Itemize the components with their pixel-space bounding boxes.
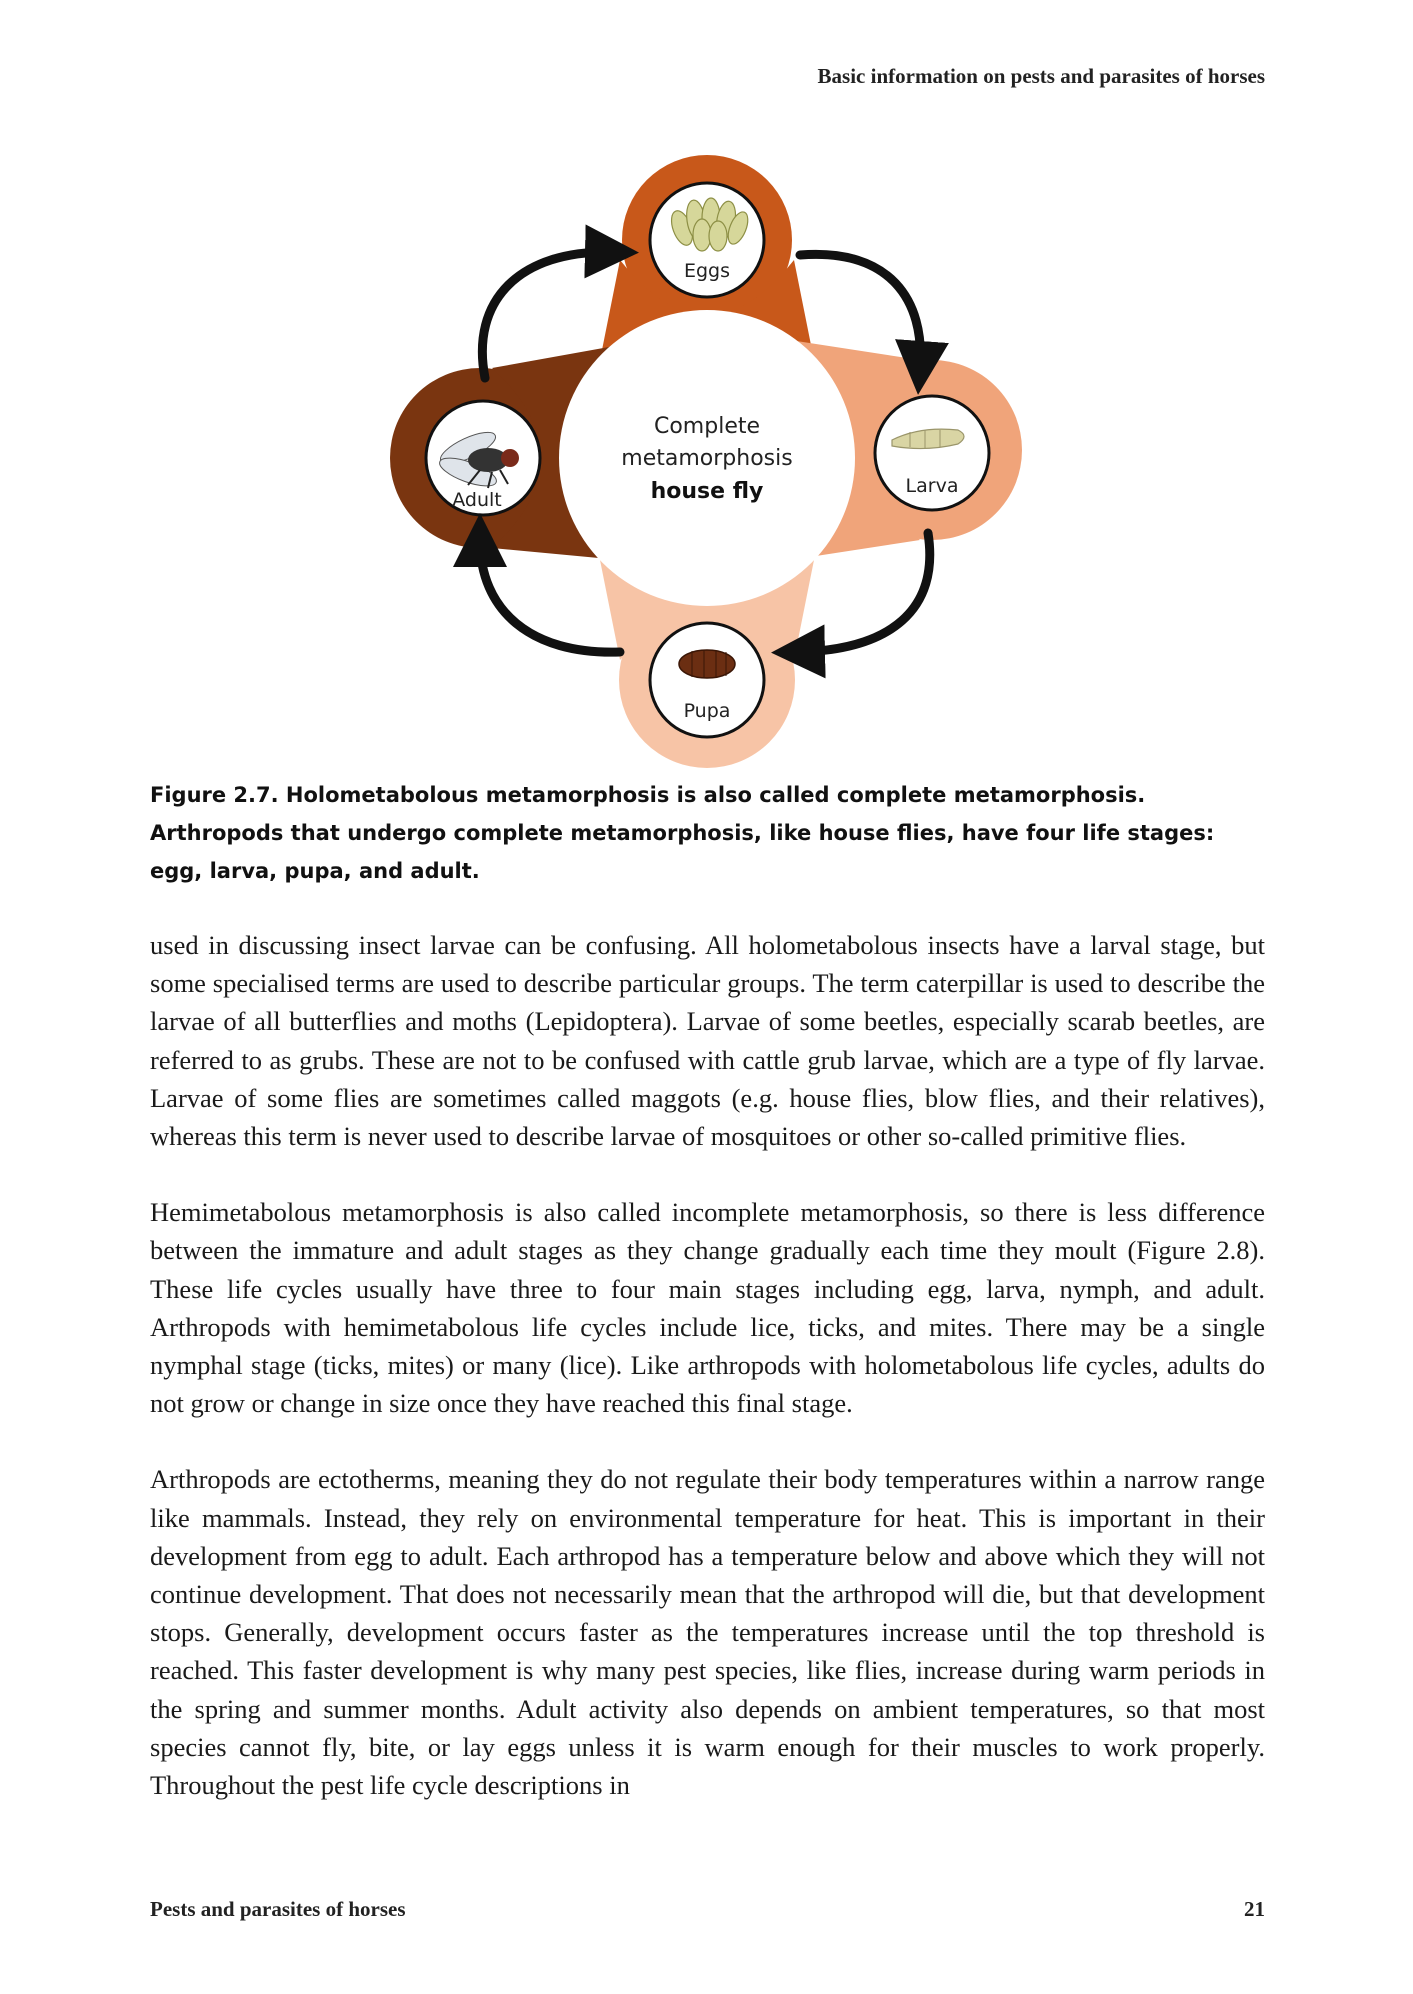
stage-label-larva: Larva xyxy=(905,475,959,497)
running-header: Basic information on pests and parasites of horses xyxy=(817,64,1265,88)
paragraph-3: Arthropods are ectotherms, meaning they do not regulate their body temperatures within a narrow range like mammals. Instead, they rely on environmental temperature for heat. This is important in their development from egg to adult. Each arthropod has a temperature below and above which they will not continue development. That does not necessarily mean that the arthropod will die, but that development stops. Generally, development occurs faster as the temperatures increase until the top threshold is reached. This faster development is why many pest species, like flies, increase during warm periods in the spring and summer months. Adult activity also depends on ambient temperatures, so that most species cannot fly, bite, or lay eggs unless it is warm enough for their muscles to work properly. Throughout the pest life cycle descriptions in xyxy=(150,1464,1265,1801)
life-cycle-diagram xyxy=(380,140,1040,780)
stage-label-eggs: Eggs xyxy=(683,260,731,282)
center-title-line2: metamorphosis xyxy=(621,446,793,471)
running-footer xyxy=(150,1897,1265,1922)
stage-label-pupa: Pupa xyxy=(683,700,731,722)
body-text xyxy=(150,926,1265,1842)
paragraph-1: used in discussing insect larvae can be confusing. All holometabolous insects have a larval stage, but some specialised terms are used to describe particular groups. The term caterpillar is used to describe the larvae of all butterflies and moths (Lepidoptera). Larvae of some beetles, especially scarab beetles, are referred to as grubs. These are not to be confused with cattle grub larvae, which are a type of fly larvae. Larvae of some flies are sometimes called maggots (e.g. house flies, blow flies, and their relatives), whereas this term is never used to describe larvae of mosquitoes or other so-called primitive flies. xyxy=(150,930,1265,1152)
footer-book-title: Pests and parasites of horses xyxy=(150,1897,406,1921)
center-title-line3: house fly xyxy=(650,479,764,504)
figure-caption: Figure 2.7. Holometabolous metamorphosis is also called complete metamorphosis. Arthropods that undergo complete metamorphosis, like house flies, have four life stages: egg, larva, pupa, and adult. xyxy=(150,783,1215,883)
life-cycle-figure xyxy=(380,140,1040,780)
pupa-icon xyxy=(679,650,735,678)
paragraph-2: Hemimetabolous metamorphosis is also called incomplete metamorphosis, so there is less difference between the immature and adult stages as they change gradually each time they moult (Figure 2.8). These life cycles usually have three to four main stages including egg, larva, nymph, and adult. Arthropods with hemimetabolous life cycles include lice, ticks, and mites. There may be a single nymphal stage (ticks, mites) or many (lice). Like arthropods with holometabolous life cycles, adults do not grow or change in size once they have reached this final stage. xyxy=(150,1197,1265,1419)
page-number: 21 xyxy=(1244,1897,1265,1921)
center-title-line1: Complete xyxy=(653,414,761,439)
stage-label-adult: Adult xyxy=(452,489,502,511)
